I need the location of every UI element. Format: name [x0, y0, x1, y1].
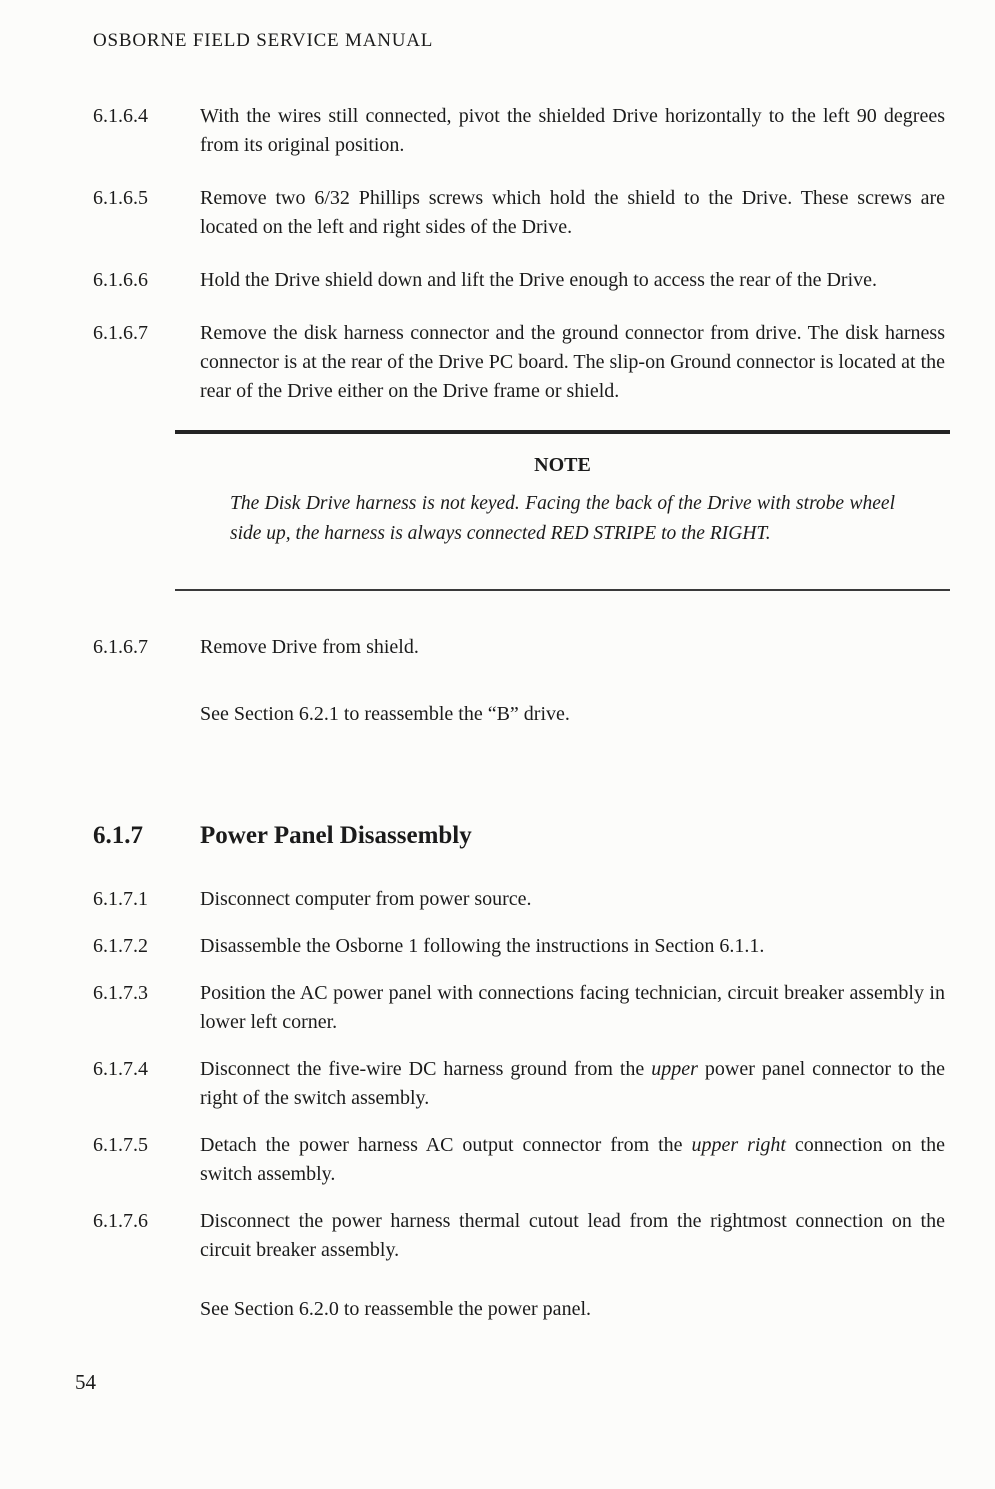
step-number: 6.1.6.6 [93, 269, 148, 291]
step-number: 6.1.6.4 [93, 105, 148, 127]
step-number: 6.1.7.2 [93, 935, 148, 957]
step-6171 [93, 885, 945, 914]
steps-group-617 [93, 885, 945, 1265]
step-6167 [93, 319, 945, 406]
step-number: 6.1.7.3 [93, 982, 148, 1004]
step-text [200, 1055, 945, 1113]
page-header: OSBORNE FIELD SERVICE MANUAL [93, 30, 434, 51]
step-6173 [93, 979, 945, 1037]
step-text-post: power panel connector to the right of the switch assembly. [200, 1058, 945, 1109]
step-number: 6.1.6.7 [93, 322, 148, 344]
step-6166 [93, 266, 945, 295]
note-title: NOTE [534, 454, 591, 476]
page-number: 54 [75, 1370, 96, 1394]
step-6165 [93, 184, 945, 242]
step-6167-remove-drive [93, 633, 945, 662]
step-text [200, 1131, 945, 1189]
step-text-pre: Disconnect the power harness thermal cutout lead from the rightmost connection on the circuit breaker assembly. [200, 1210, 945, 1261]
step-text-pre: Disconnect the five-wire DC harness ground from the [200, 1058, 652, 1080]
step-6176 [93, 1207, 945, 1265]
step-text [200, 932, 945, 961]
step-text: Remove the disk harness connector and the ground connector from drive. The disk harness connector is at the rear of the Drive PC board. The slip-on Ground connector is located at the rear of the Drive either on the Drive frame or shield. [200, 322, 945, 402]
step-text [200, 979, 945, 1037]
step-number: 6.1.6.7 [93, 636, 148, 658]
step-text-pre: Disassemble the Osborne 1 following the instructions in Section 6.1.1. [200, 935, 765, 957]
step-text-post: connection on the switch assembly. [200, 1134, 945, 1185]
step-text-emphasis: upper right [691, 1134, 786, 1156]
step-text-pre: Disconnect computer from power source. [200, 888, 532, 910]
step-number: 6.1.7.4 [93, 1058, 148, 1080]
step-text: Remove Drive from shield. [200, 636, 419, 658]
step-number: 6.1.7.5 [93, 1134, 148, 1156]
section-number: 6.1.7 [93, 822, 143, 849]
section-heading-617 [93, 821, 945, 851]
step-text: Remove two 6/32 Phillips screws which hold the shield to the Drive. These screws are located on the left and right sides of the Drive. [200, 187, 945, 238]
step-number: 6.1.6.5 [93, 187, 148, 209]
step-6175 [93, 1131, 945, 1189]
step-6164 [93, 102, 945, 160]
step-text: Hold the Drive shield down and lift the Drive enough to access the rear of the Drive. [200, 269, 878, 291]
step-text-emphasis: upper [651, 1058, 698, 1080]
step-number: 6.1.7.6 [93, 1210, 148, 1232]
step-number: 6.1.7.1 [93, 888, 148, 910]
note-top-rule [175, 430, 950, 434]
step-6174 [93, 1055, 945, 1113]
step-6172 [93, 932, 945, 961]
step-text-pre: Detach the power harness AC output connector from the [200, 1134, 692, 1156]
step-text [200, 885, 945, 914]
note-bottom-rule [175, 589, 950, 591]
see-section-621-note: See Section 6.2.1 to reassemble the “B” drive. [200, 703, 570, 725]
step-text [200, 1207, 945, 1265]
section-title: Power Panel Disassembly [200, 822, 472, 849]
see-section-620-note: See Section 6.2.0 to reassemble the power panel. [200, 1298, 591, 1320]
step-text-pre: Position the AC power panel with connections facing technician, circuit breaker assembly in lower left corner. [200, 982, 945, 1033]
step-text: With the wires still connected, pivot the shielded Drive horizontally to the left 90 degrees from its original position. [200, 105, 945, 156]
note-block [175, 430, 950, 591]
note-text: The Disk Drive harness is not keyed. Facing the back of the Drive with strobe wheel side up, the harness is always connected RED STRIPE to the RIGHT. [230, 493, 895, 544]
